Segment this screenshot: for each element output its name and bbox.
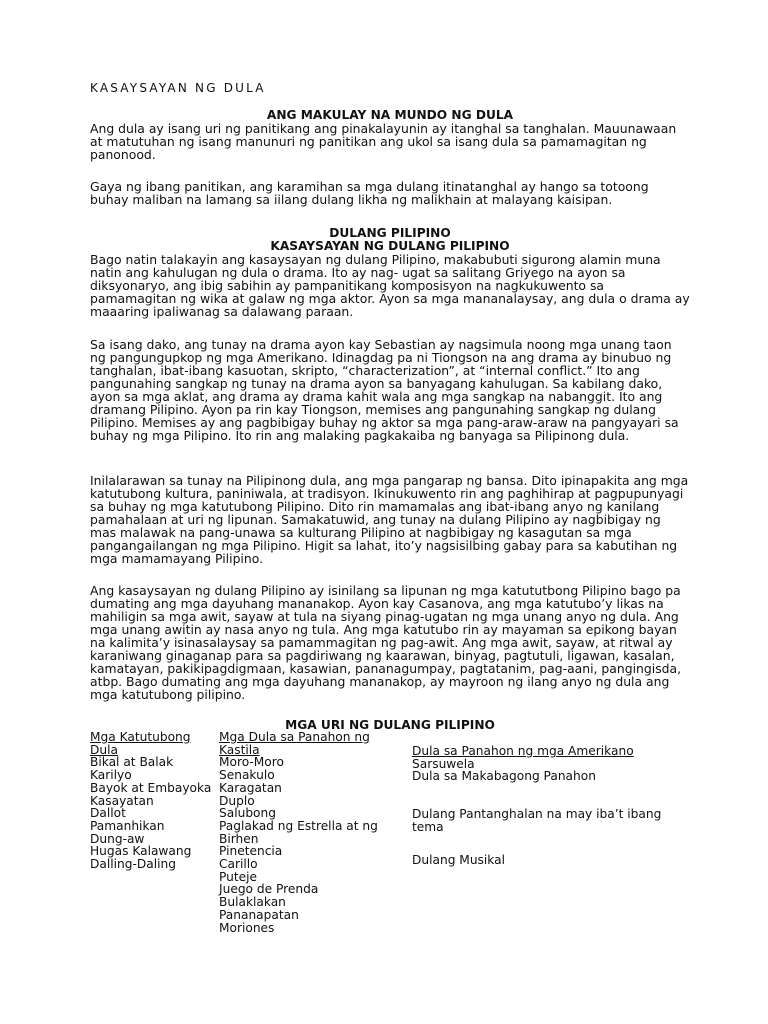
list-item: Paglakad ng Estrella at ng Birhen xyxy=(219,818,378,846)
list-item: Bayok at Embayoka xyxy=(90,780,212,795)
list-item: Carillo xyxy=(219,857,258,872)
paragraph-intro: Ang dula ay isang uri ng panitikang ang pinakalayunin ay itanghal sa tanghalan. Mauunawaan at matutuhan ng isang manunuri ng panitikan ang ukol sa isang dula sa pamamagitan ng panonood. xyxy=(90,121,677,162)
list-item: Pamanhikan xyxy=(90,818,165,833)
column-katutubong-dula xyxy=(90,731,215,871)
section-dulang-pilipino xyxy=(90,227,690,318)
column-panahon-amerikano xyxy=(412,745,682,866)
column-header: Mga Dula sa Panahon ng Kastila xyxy=(219,730,370,757)
list-item: Pananapatan xyxy=(219,907,299,922)
list-item: Hugas Kalawang xyxy=(90,844,192,859)
list-item: Kasayatan xyxy=(90,793,154,808)
list-item: Duplo xyxy=(219,793,255,808)
list-item: Sarsuwela xyxy=(412,756,475,771)
list-item: Juego de Prenda xyxy=(219,882,319,897)
section-heading-kasaysayan: KASAYSAYAN NG DULANG PILIPINO xyxy=(270,239,510,253)
list-item: Pinetencia xyxy=(219,844,283,859)
column-panahon-kastila xyxy=(219,731,379,934)
list-item: Dula sa Makabagong Panahon xyxy=(412,769,596,784)
paragraph-bago: Bago natin talakayin ang kasaysayan ng dulang Pilipino, makabubuti sigurong alamin muna natin ang kahulugan ng dula o drama. Ito ay nag- ugat sa salitang Griyego na ayon sa diksyonaryo, ang ibig sabihin ay pampanitikang komposisyon na nagkukuwento sa pamamagitan ng wika at galaw ng mga aktor. Ayon sa mga mananalaysay, ang dula o drama ay maaaring ipaliwanag sa dalawang paraan. xyxy=(90,252,690,319)
list-item: Dallot xyxy=(90,806,126,821)
list-item: Karagatan xyxy=(219,780,282,795)
dula-types-columns xyxy=(90,731,690,951)
list-item: Moriones xyxy=(219,920,275,935)
list-item: Dung-aw xyxy=(90,831,145,846)
list-item: Dulang Pantanghalan na may iba’t ibang tema xyxy=(412,807,662,834)
column-list xyxy=(90,756,215,870)
column-list xyxy=(219,756,379,934)
list-item: Senakulo xyxy=(219,768,275,783)
paragraph-inilalarawan: Inilalarawan sa tunay na Pilipinong dula, ang mga pangarap ng bansa. Dito ipinapakita ang mga katutubong kultura, paniniwala, at tradisyon. Ikinukuwento rin ang paghihirap at pagpupunyagi sa buhay ng mga katutubong Pilipino. Dito rin mamamalas ang ibat-ibang anyo ng kanilang pamahalaan at uri ng lipunan. Samakatuwid, ang tunay na dulang Pilipino ay nagbibigay ng mas malawak na pang-unawa sa kulturang Pilipino at nagbibigay ng kasagutan sa mga pangangailangan ng mga Pilipino. Higit sa lahat, ito’y nagsisilbing gabay para sa kabutihan ng mga mamamayang Pilipino. xyxy=(90,473,689,566)
list-item: Karilyo xyxy=(90,768,132,783)
list-item: Dalling-Daling xyxy=(90,857,176,872)
list-item: Puteje xyxy=(219,869,258,884)
paragraph-sebastian: Sa isang dako, ang tunay na drama ayon kay Sebastian ay nagsimula noong mga unang taon ng pangungupkop ng mga Amerikano. Idinagdag pa ni Tiongson na ang drama ay binubuo ng tanghalan, ibat-ibang kasuotan, skripto, “characterization”, at “internal conflict.” Ito ang pangunahing sangkap ng tunay na drama ayon sa banyagang kahulugan. Sa kabilang dako, ayon sa mga aklat, ang drama ay drama kahit wala ang mga sangkap na nabanggit. Ito ang dramang Pilipino. Ayon pa rin kay Tiongson, memises ang pangunahing sangkap ng dulang Pilipino. Memises ay ang pagbibigay buhay ng aktor sa mga pang-araw-araw na pangyayari sa buhay ng mga Pilipino. Ito rin ang malaking pagkakaiba ng banyaga sa Pilipinong dula. xyxy=(90,337,679,443)
section-makulay xyxy=(90,109,690,161)
paragraph-gaya: Gaya ng ibang panitikan, ang karamihan sa mga dulang itinatanghal ay hango sa totoong buhay maliban na lamang sa iilang dulang likha ng malikhain at malayang kaisipan. xyxy=(90,179,649,207)
list-item: Bikal at Balak xyxy=(90,755,174,770)
paragraph-casanova: Ang kasaysayan ng dulang Pilipino ay isinilang sa lipunan ng mga katututbong Pilipino bago pa dumating ang mga dayuhang mananakop. Ayon kay Casanova, ang mga katutubo’y likas na mahiligin sa mga awit, sayaw at tula na siyang pinag-ugatan ng mga unang anyo ng dula. Ang mga unang awitin ay nasa anyo ng tula. Ang mga katutubo rin ay mayaman sa epikong bayan na kalimita’y isinasalaysay sa pamammagitan ng pag-awit. Ang mga awit, sayaw, at ritwal ay karaniwang ginaganap para sa pagdiriwang ng kaarawan, binyag, pagtutuli, ligawan, kasalan, kamatayan, pakikipagdigmaan, kasawian, pananagumpay, pagtatanim, pag-aani, pangingisda, atbp. Bago dumating ang mga dayuhang mananakop, ay mayroon ng ilang anyo ng dula ang mga katutubong pilipino. xyxy=(90,583,682,702)
column-header: Mga Katutubong Dula xyxy=(90,730,191,757)
list-item: Bulaklakan xyxy=(219,895,286,910)
spacer xyxy=(412,783,682,808)
spacer xyxy=(412,834,682,854)
list-item: Salubong xyxy=(219,806,276,821)
section-heading-makulay: ANG MAKULAY NA MUNDO NG DULA xyxy=(266,108,514,122)
column-list xyxy=(412,758,682,867)
section-heading-mga-uri: MGA URI NG DULANG PILIPINO xyxy=(285,718,495,732)
column-header: Dula sa Panahon ng mga Amerikano xyxy=(412,744,634,758)
section-heading-dulang-pilipino: DULANG PILIPINO xyxy=(329,226,451,240)
list-item: Moro-Moro xyxy=(219,755,284,770)
list-item: Dulang Musikal xyxy=(412,852,505,867)
document-title: KASAYSAYAN NG DULA xyxy=(90,81,266,95)
